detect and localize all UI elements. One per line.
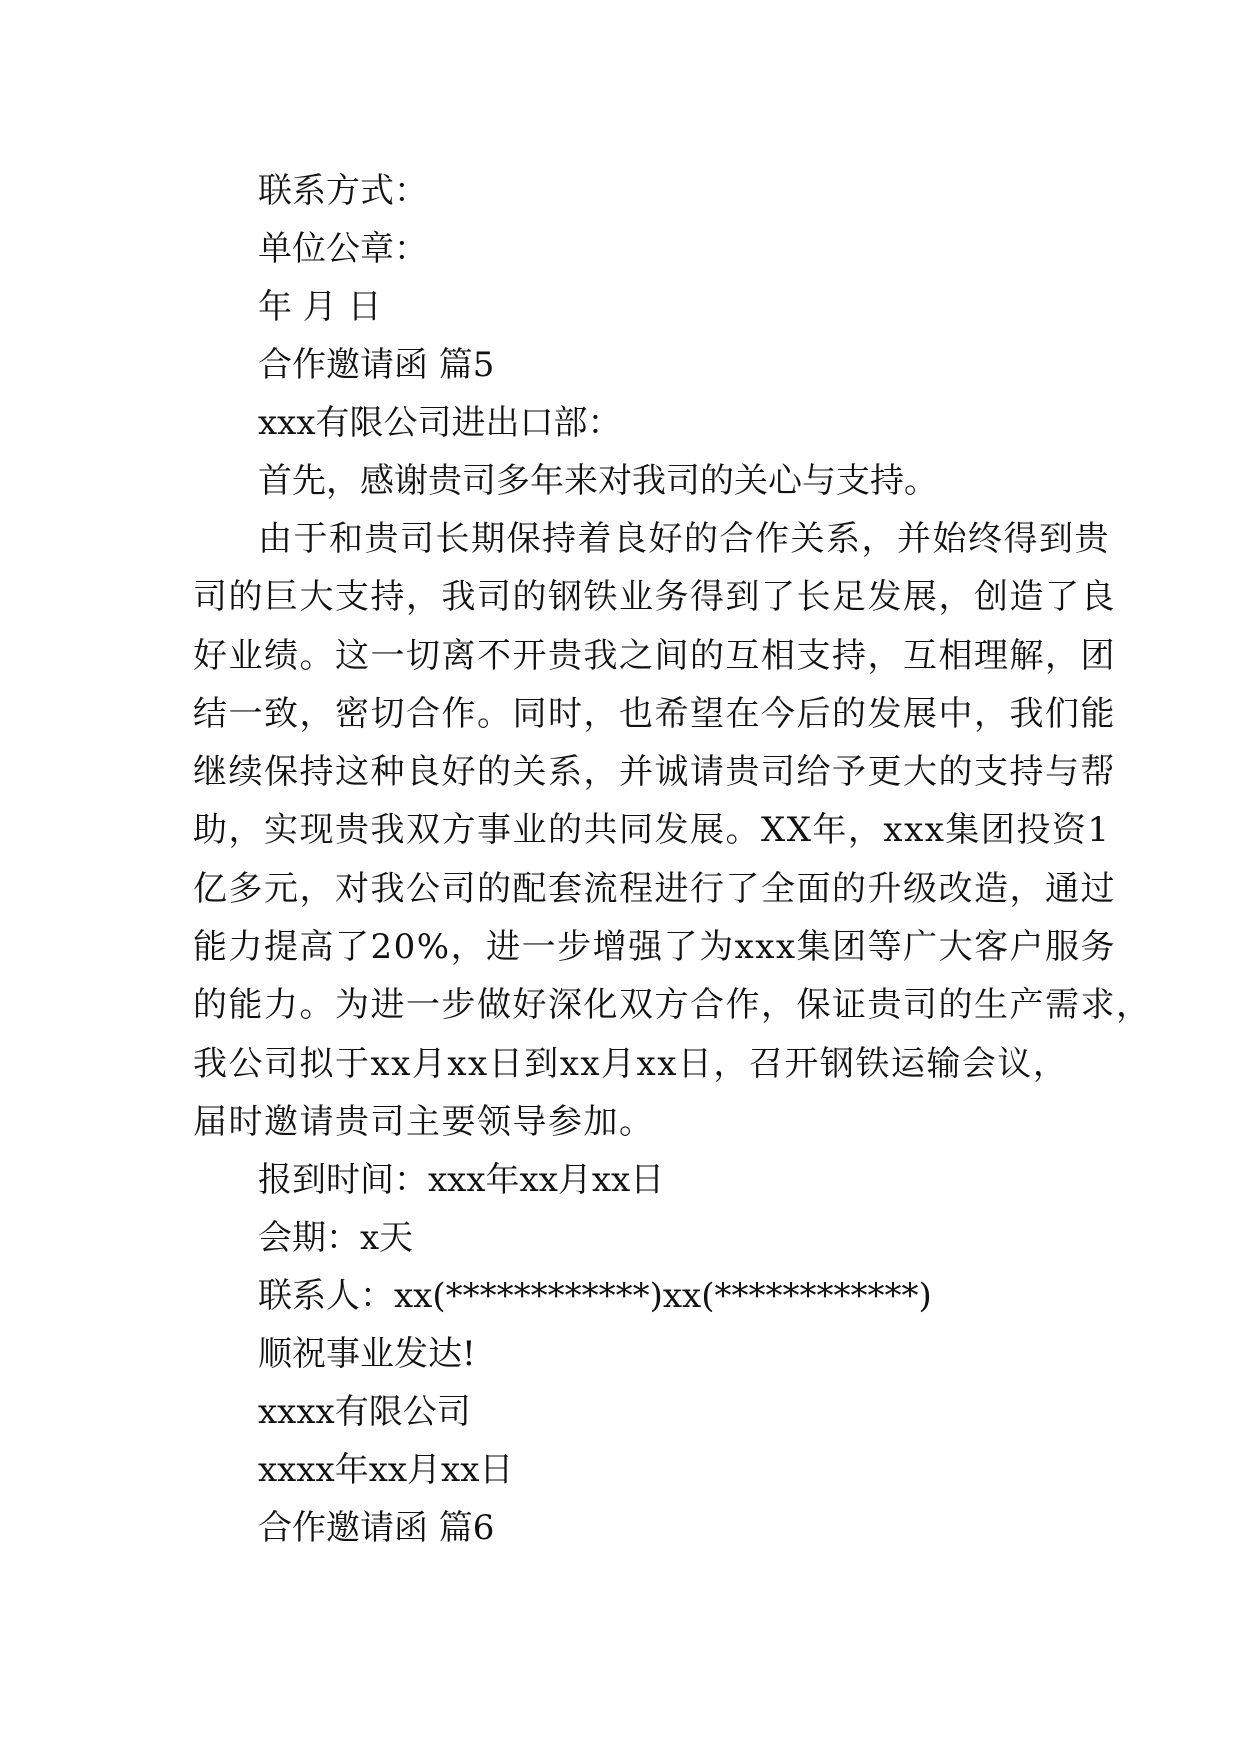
paragraph-line: 助，实现贵我双方事业的共同发展。XX年，xxx集团投资1 xyxy=(193,810,1111,851)
signature-company-line: xxxx有限公司 xyxy=(258,1392,471,1433)
registration-time-line: 报到时间：xxx年xx月xx日 xyxy=(258,1160,665,1201)
closing-wish-line: 顺祝事业发达! xyxy=(258,1334,476,1375)
section-heading: 合作邀请函 篇5 xyxy=(258,345,495,385)
paragraph-line: 届时邀请贵司主要领导参加。 xyxy=(193,1101,655,1142)
paragraph-line: 亿多元，对我公司的配套流程进行了全面的升级改造，通过 xyxy=(193,868,1116,909)
document-body xyxy=(193,162,1152,1557)
paragraph-line: 能力提高了20%，进一步增强了为xxx集团等广大客户服务 xyxy=(193,927,1117,968)
paragraph-line: 继续保持这种良好的关系，并诚请贵司给予更大的支持与帮 xyxy=(193,752,1116,793)
signature-date-line: xxxx年xx月xx日 xyxy=(258,1450,514,1491)
paragraph-line: 司的巨大支持，我司的钢铁业务得到了长足发展，创造了良 xyxy=(193,577,1116,618)
contact-method-line: 联系方式： xyxy=(258,171,428,211)
meeting-duration-line: 会期：x天 xyxy=(258,1218,414,1259)
date-placeholder-line: 年 月 日 xyxy=(258,287,382,327)
recipient-line: xxx有限公司进出口部： xyxy=(258,403,622,443)
greeting-line: 首先，感谢贵司多年来对我司的关心与支持。 xyxy=(258,461,938,501)
next-section-heading: 合作邀请函 篇6 xyxy=(258,1508,495,1549)
company-seal-line: 单位公章： xyxy=(258,229,428,269)
paragraph-line: 我公司拟于xx月xx日到xx月xx日，召开钢铁运输会议， xyxy=(193,1043,1069,1084)
paragraph-line: 结一致，密切合作。同时，也希望在今后的发展中，我们能 xyxy=(193,693,1116,734)
body-paragraph xyxy=(193,510,1152,1151)
paragraph-line: 好业绩。这一切离不开贵我之间的互相支持，互相理解，团 xyxy=(193,635,1116,676)
paragraph-line: 的能力。为进一步做好深化双方合作，保证贵司的生产需求， xyxy=(193,985,1152,1026)
paragraph-line: 由于和贵司长期保持着良好的合作关系，并始终得到贵 xyxy=(258,519,1110,559)
contact-person-line: 联系人：xx(************)xx(************) xyxy=(258,1276,932,1317)
